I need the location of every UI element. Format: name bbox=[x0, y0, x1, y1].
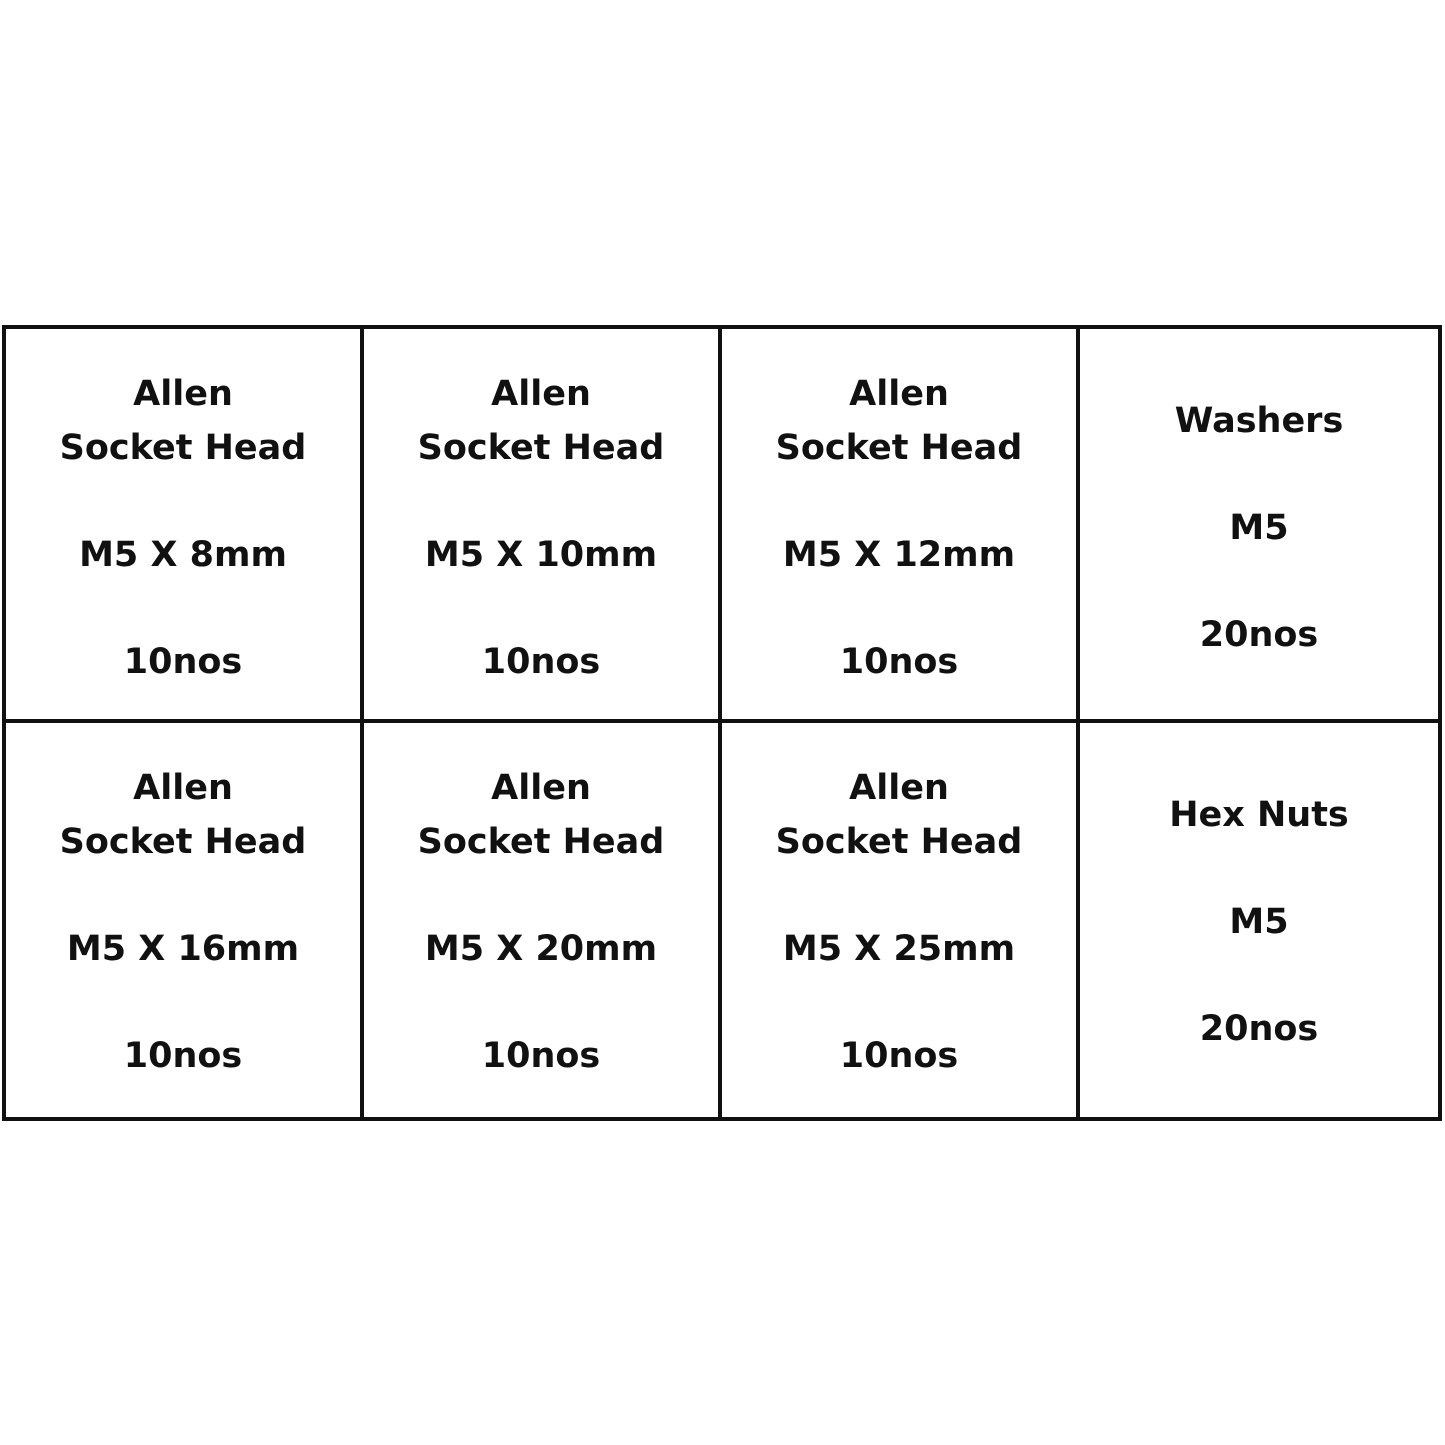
item-size: M5 X 20mm bbox=[424, 929, 658, 969]
item-name: Washers bbox=[1174, 401, 1344, 441]
kit-item-cell bbox=[1080, 723, 1438, 1117]
item-name-line-1: Allen bbox=[849, 768, 949, 808]
item-name-line-1: Allen bbox=[133, 374, 233, 414]
item-quantity: 10nos bbox=[481, 1036, 601, 1076]
item-size: M5 bbox=[1229, 902, 1289, 942]
item-quantity: 10nos bbox=[123, 642, 243, 682]
item-name-line-2: Socket Head bbox=[417, 822, 665, 862]
item-quantity: 10nos bbox=[123, 1036, 243, 1076]
item-name-line-1: Allen bbox=[133, 768, 233, 808]
kit-item-cell bbox=[364, 329, 722, 723]
item-name-line-2: Socket Head bbox=[59, 428, 307, 468]
item-name-line-1: Allen bbox=[849, 374, 949, 414]
hardware-kit-table bbox=[2, 325, 1442, 1121]
item-name-line-2: Socket Head bbox=[775, 428, 1023, 468]
item-size: M5 X 12mm bbox=[782, 535, 1016, 575]
item-quantity: 10nos bbox=[839, 642, 959, 682]
item-name-line-2: Socket Head bbox=[775, 822, 1023, 862]
kit-item-cell bbox=[364, 723, 722, 1117]
item-name-line-1: Allen bbox=[491, 768, 591, 808]
item-quantity: 20nos bbox=[1199, 1009, 1319, 1049]
item-size: M5 X 10mm bbox=[424, 535, 658, 575]
item-name-line-1: Allen bbox=[491, 374, 591, 414]
kit-item-cell bbox=[722, 723, 1080, 1117]
item-size: M5 X 16mm bbox=[66, 929, 300, 969]
item-quantity: 20nos bbox=[1199, 615, 1319, 655]
item-size: M5 bbox=[1229, 508, 1289, 548]
kit-item-cell bbox=[6, 329, 364, 723]
item-name-line-2: Socket Head bbox=[417, 428, 665, 468]
item-size: M5 X 25mm bbox=[782, 929, 1016, 969]
item-size: M5 X 8mm bbox=[79, 535, 287, 575]
item-name: Hex Nuts bbox=[1169, 795, 1349, 835]
item-quantity: 10nos bbox=[839, 1036, 959, 1076]
kit-item-cell bbox=[722, 329, 1080, 723]
item-quantity: 10nos bbox=[481, 642, 601, 682]
item-name-line-2: Socket Head bbox=[59, 822, 307, 862]
kit-item-cell bbox=[1080, 329, 1438, 723]
kit-item-cell bbox=[6, 723, 364, 1117]
